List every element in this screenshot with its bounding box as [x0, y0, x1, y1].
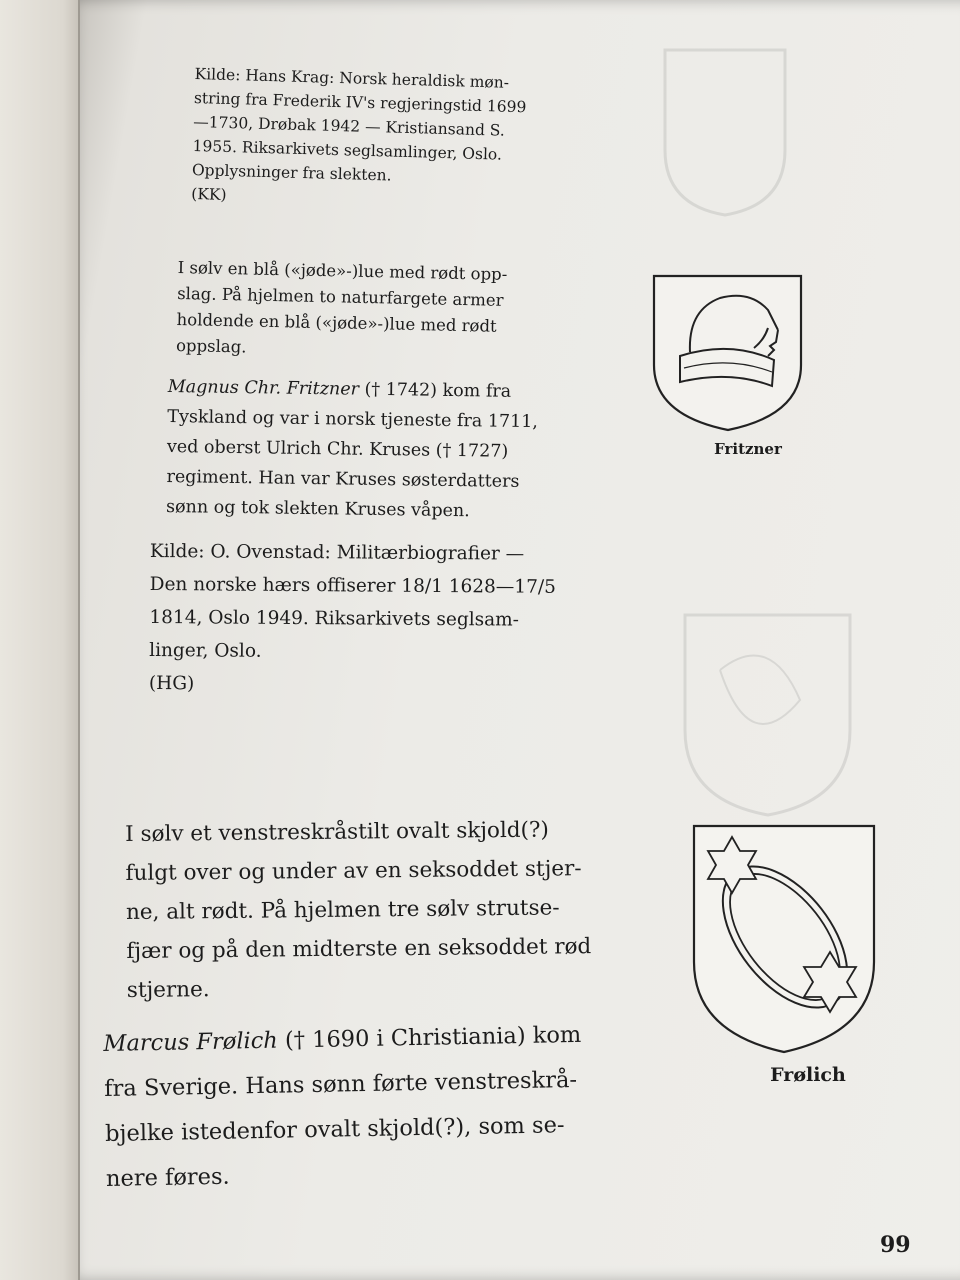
history-text: († 1690 i Christiania) kom	[277, 1021, 582, 1054]
history-line: sønn og tok slekten Kruses våpen.	[165, 496, 470, 522]
show-through-shield-icon	[655, 40, 795, 220]
facing-page-edge	[0, 0, 90, 1280]
blazon-line: fjær og på den midterste en seksoddet rød	[126, 934, 592, 964]
oval-stars-shield-icon	[690, 822, 880, 1057]
show-through-shield-icon	[680, 610, 860, 820]
hat-shield-icon	[650, 270, 805, 435]
history-line: nere føres.	[105, 1163, 230, 1192]
blazon-line: ne, alt rødt. På hjelmen tre sølv strutse-	[125, 895, 560, 925]
source-line: Opplysninger fra slekten.	[191, 160, 392, 185]
history-line: ved oberst Ulrich Chr. Kruses († 1727)	[166, 436, 509, 462]
person-name: Magnus Chr. Fritzner	[167, 376, 360, 400]
history-text: († 1742) kom fra	[358, 379, 512, 402]
blazon-line: oppslag.	[175, 335, 247, 357]
source-line: Kilde: Hans Krag: Norsk heraldisk møn-	[194, 64, 510, 92]
source-line: —1730, Drøbak 1942 — Kristiansand S.	[193, 112, 506, 140]
fritzner-crest-caption: Fritzner	[714, 440, 782, 458]
history-line: regiment. Han var Kruses søsterdatters	[166, 466, 520, 492]
page-number: 99	[880, 1232, 911, 1258]
blazon-line: I sølv et venstreskråstilt ovalt skjold(?)	[125, 817, 549, 847]
blazon-line: slag. På hjelmen to naturfargete armer	[176, 283, 504, 310]
fritzner-history	[166, 372, 618, 528]
fritzner-blazon	[176, 255, 613, 368]
frolich-crest-caption: Frølich	[770, 1064, 846, 1086]
frolich-blazon	[125, 810, 652, 1010]
fritzner-source	[149, 535, 630, 703]
source-note-1	[191, 62, 605, 217]
source-line: Den norske hærs offiserer 18/1 1628—17/5	[149, 573, 556, 598]
source-initials: (KK)	[191, 184, 227, 204]
history-line: Tyskland og var i norsk tjeneste fra 1711,	[167, 406, 539, 433]
source-line: string fra Frederik IV's regjeringstid 1699	[193, 88, 527, 117]
source-initials: (HG)	[148, 672, 195, 695]
blazon-line: holdende en blå («jøde»-)lue med rødt	[176, 309, 497, 336]
history-line: bjelke istedenfor ovalt skjold(?), som se-	[104, 1112, 565, 1147]
blazon-line: fulgt over og under av en seksoddet stjer-	[125, 856, 582, 886]
source-line: linger, Oslo.	[149, 639, 262, 662]
frolich-history	[103, 1011, 666, 1202]
source-line: 1814, Oslo 1949. Riksarkivets seglsam-	[149, 606, 520, 631]
source-line: Kilde: O. Ovenstad: Militærbiografier —	[149, 540, 525, 565]
blazon-line: I sølv en blå («jøde»-)lue med rødt opp-	[177, 257, 508, 284]
blazon-line: stjerne.	[126, 977, 210, 1003]
history-line: fra Sverige. Hans sønn førte venstreskrå-	[104, 1066, 578, 1102]
source-line: 1955. Riksarkivets seglsamlinger, Oslo.	[192, 136, 503, 164]
person-name: Marcus Frølich	[103, 1027, 279, 1057]
